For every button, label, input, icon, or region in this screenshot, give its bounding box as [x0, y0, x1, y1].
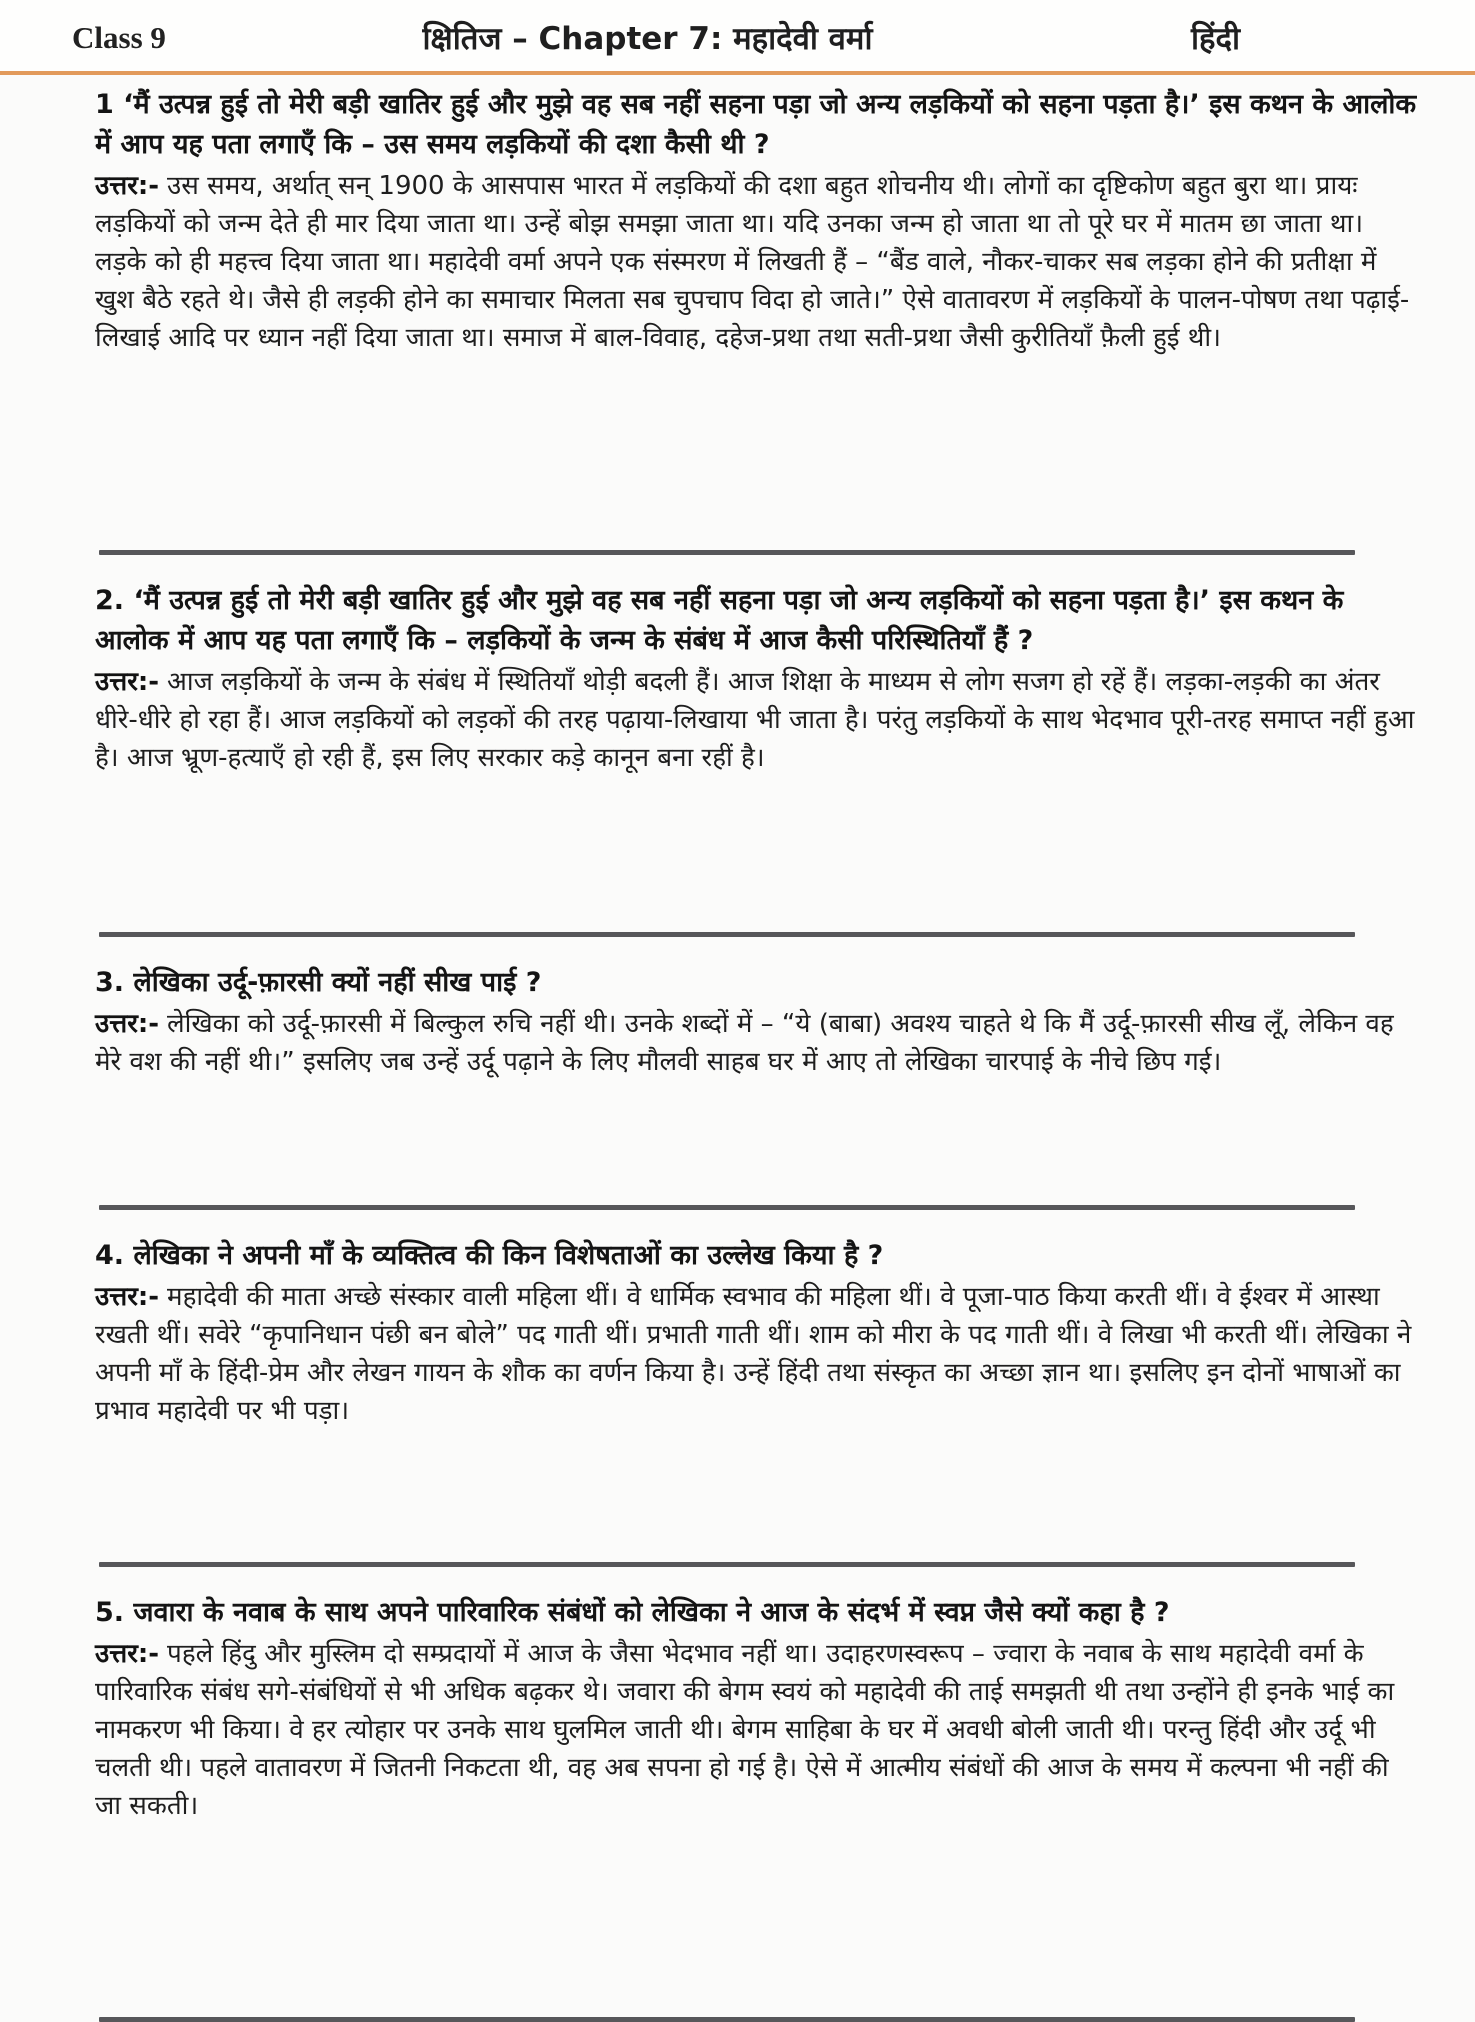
qa-section-1	[95, 75, 1420, 555]
qa-section-3	[95, 937, 1420, 1210]
section-divider	[99, 1562, 1355, 1567]
answer-body: लेखिका को उर्दू-फ़ारसी में बिल्कुल रुचि नहीं थी। उनके शब्दों में – “ये (बाबा) अवश्य चाहते थे कि मैं उर्दू-फ़ारसी सीख लूँ, लेकिन वह मेरे वश की नहीं थी।” इसलिए जब उन्हें उर्दू पढ़ाने के लिए मौलवी साहब घर में आए तो लेखिका चारपाई के नीचे छिप गई।	[95, 1009, 1394, 1077]
answer-body: उस समय, अर्थात् सन् 1900 के आसपास भारत में लड़कियों की दशा बहुत शोचनीय थी। लोगों का दृष्टिकोण बहुत बुरा था। प्रायः लड़कियों को जन्म देते ही मार दिया जाता था। उन्हें बोझ समझा जाता था। यदि उनका जन्म हो जाता था तो पूरे घर में मातम छा जाता था। लड़के को ही महत्त्व दिया जाता था। महादेवी वर्मा अपने एक संस्मरण में लिखती हैं – “बैंड वाले, नौकर-चाकर सब लड़का होने की प्रतीक्षा में खुश बैठे रहते थे। जैसे ही लड़की होने का समाचार मिलता सब चुपचाप विदा हो जाते।” ऐसे वातावरण में लड़कियों के पालन-पोषण तथा पढ़ाई-लिखाई आदि पर ध्यान नहीं दिया जाता था। समाज में बाल-विवाह, दहेज-प्रथा तथा सती-प्रथा जैसी कुरीतियाँ फ़ैली हुई थी।	[95, 171, 1410, 353]
answer-text	[95, 1278, 1420, 1430]
section-divider	[99, 1205, 1355, 1210]
answer-body: पहले हिंदु और मुस्लिम दो सम्प्रदायों में आज के जैसा भेदभाव नहीं था। उदाहरणस्वरूप – ज्वारा के नवाब के साथ महादेवी वर्मा के पारिवारिक संबंध सगे-संबंधियों से भी अधिक बढ़कर थे। जवारा की बेगम स्वयं को महादेवी की ताई समझती थी तथा उन्होंने ही इनके भाई का नामकरण भी किया। वे हर त्योहार पर उनके साथ घुलमिल जाती थी। बेगम साहिबा के घर में अवधी बोली जाती थी। परन्तु हिंदी और उर्दू भी चलती थी। पहले वातावरण में जितनी निकटता थी, वह अब सपना हो गई है। ऐसे में आत्मीय संबंधों की आज के समय में कल्पना भी नहीं की जा सकती।	[95, 1639, 1395, 1821]
answer-label: उत्तर:-	[95, 1639, 160, 1669]
answer-body: आज लड़कियों के जन्म के संबंध में स्थितियाँ थोड़ी बदली हैं। आज शिक्षा के माध्यम से लोग सजग हो रहें हैं। लड़का-लड़की का अंतर धीरे-धीरे हो रहा हैं। आज लड़कियों को लड़कों की तरह पढ़ाया-लिखाया भी जाता है। परंतु लड़कियों के साथ भेदभाव पूरी-तरह समाप्त नहीं हुआ है। आज भ्रूण-हत्याएँ हो रही हैं, इस लिए सरकार कड़े कानून बना रहीं है।	[95, 667, 1415, 773]
answer-label: उत्तर:-	[95, 1009, 160, 1039]
chapter-title: क्षितिज – Chapter 7: महादेवी वर्मा	[422, 20, 873, 57]
qa-content	[0, 75, 1475, 2022]
answer-text	[95, 1005, 1420, 1081]
section-divider	[99, 2017, 1355, 2022]
page-header	[0, 0, 1475, 71]
section-divider	[99, 932, 1355, 937]
qa-section-5	[95, 1567, 1420, 2022]
answer-text	[95, 663, 1420, 777]
answer-text	[95, 167, 1420, 357]
qa-section-4	[95, 1210, 1420, 1567]
answer-label: उत्तर:-	[95, 1282, 160, 1312]
answer-text	[95, 1635, 1420, 1825]
class-label: Class 9	[72, 19, 166, 55]
question-text: 5. जवारा के नवाब के साथ अपने पारिवारिक संबंधों को लेखिका ने आज के संदर्भ में स्वप्न जैसे क्यों कहा है ?	[95, 1597, 1170, 1628]
question-text: 4. लेखिका ने अपनी माँ के व्यक्तित्व की किन विशेषताओं का उल्लेख किया है ?	[95, 1240, 884, 1271]
answer-body: महादेवी की माता अच्छे संस्कार वाली महिला थीं। वे धार्मिक स्वभाव की महिला थीं। वे पूजा-पाठ किया करती थीं। वे ईश्वर में आस्था रखती थीं। सवेरे “कृपानिधान पंछी बन बोले” पद गाती थीं। प्रभाती गाती थीं। शाम को मीरा के पद गाती थीं। वे लिखा भी करती थीं। लेखिका ने अपनी माँ के हिंदी-प्रेम और लेखन गायन के शौक का वर्णन किया है। उन्हें हिंदी तथा संस्कृत का अच्छा ज्ञान था। इसलिए इन दोनों भाषाओं का प्रभाव महादेवी पर भी पड़ा।	[95, 1282, 1412, 1426]
question-text: 2. ‘मैं उत्पन्न हुई तो मेरी बड़ी खातिर हुई और मुझे वह सब नहीं सहना पड़ा जो अन्य लड़कियों को सहना पड़ता है।’ इस कथन के आलोक में आप यह पता लगाएँ कि – लड़कियों के जन्म के संबंध में आज कैसी परिस्थितियाँ हैं ?	[95, 585, 1344, 656]
answer-label: उत्तर:-	[95, 171, 160, 201]
subject-label: हिंदी	[1191, 20, 1240, 57]
section-divider	[99, 550, 1355, 555]
answer-label: उत्तर:-	[95, 667, 160, 697]
qa-section-2	[95, 555, 1420, 937]
question-text: 3. लेखिका उर्दू-फ़ारसी क्यों नहीं सीख पाई ?	[95, 967, 542, 998]
question-text: 1 ‘मैं उत्पन्न हुई तो मेरी बड़ी खातिर हुई और मुझे वह सब नहीं सहना पड़ा जो अन्य लड़कियों को सहना पड़ता है।’ इस कथन के आलोक में आप यह पता लगाएँ कि – उस समय लड़कियों की दशा कैसी थी ?	[95, 89, 1417, 160]
